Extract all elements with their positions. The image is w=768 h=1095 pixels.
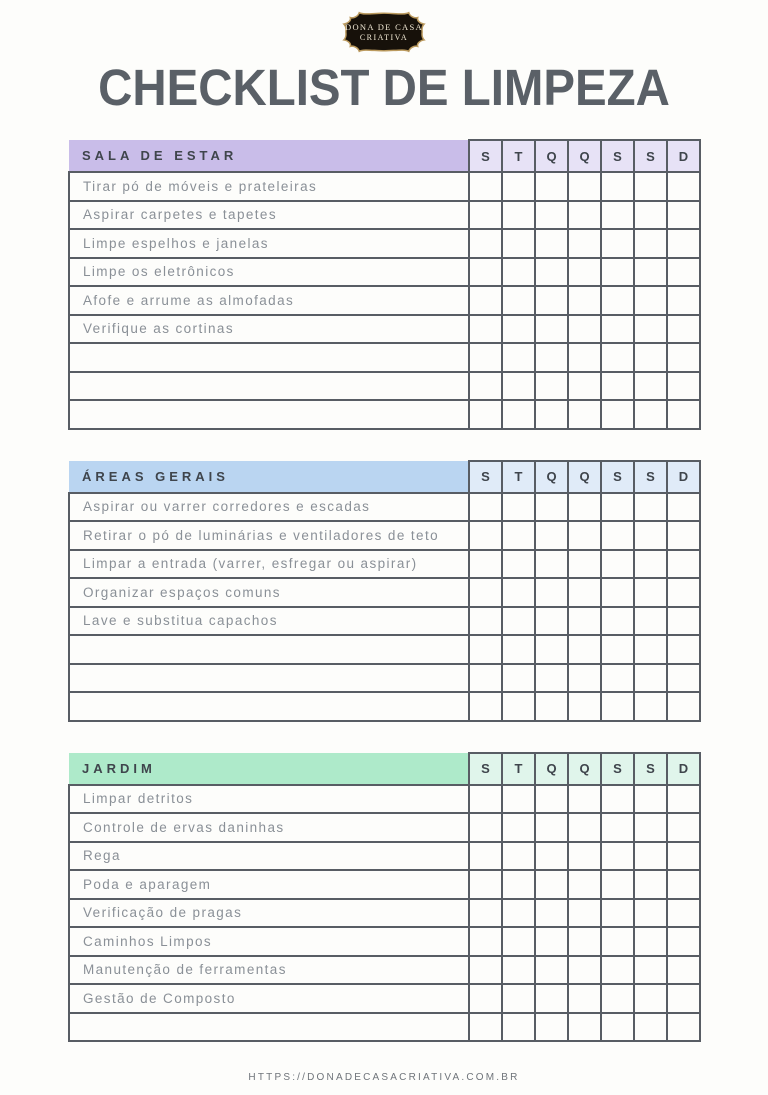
checkbox-cell — [469, 842, 502, 871]
checkbox-cell — [502, 813, 535, 842]
task-row — [69, 286, 700, 315]
checkbox-cell — [502, 956, 535, 985]
checkbox-cell — [601, 578, 634, 607]
checkbox-cell — [568, 927, 601, 956]
checkbox-cell — [568, 400, 601, 429]
checkbox-cell — [535, 229, 568, 258]
checkbox-cell — [568, 664, 601, 693]
checkbox-cell — [634, 315, 667, 344]
task-label: Gestão de Composto — [69, 984, 469, 1013]
checkbox-cell — [535, 372, 568, 401]
checkbox-cell — [634, 372, 667, 401]
footer-url: HTTPS://DONADECASACRIATIVA.COM.BR — [248, 1072, 520, 1083]
day-header-cell: S — [601, 753, 634, 785]
checkbox-cell — [667, 692, 700, 721]
checkbox-cell — [634, 1013, 667, 1042]
task-label: Aspirar ou varrer corredores e escadas — [69, 493, 469, 522]
checkbox-cell — [601, 1013, 634, 1042]
checkbox-cell — [634, 692, 667, 721]
checkbox-cell — [667, 201, 700, 230]
checkbox-cell — [535, 550, 568, 579]
checkbox-cell — [535, 343, 568, 372]
checkbox-cell — [535, 493, 568, 522]
checkbox-cell — [634, 813, 667, 842]
day-header-cell: S — [634, 461, 667, 493]
logo-line-1: DONA DE CASA — [345, 22, 423, 32]
checkbox-cell — [535, 842, 568, 871]
day-header-cell: Q — [568, 461, 601, 493]
checkbox-cell — [634, 785, 667, 814]
checkbox-cell — [535, 956, 568, 985]
checkbox-cell — [502, 578, 535, 607]
checkbox-cell — [601, 842, 634, 871]
task-label: Manutenção de ferramentas — [69, 956, 469, 985]
checkbox-cell — [667, 550, 700, 579]
checkbox-cell — [667, 172, 700, 201]
task-label: Verifique as cortinas — [69, 315, 469, 344]
section-header-row — [69, 140, 700, 172]
brand-logo — [332, 9, 436, 55]
checkbox-cell — [568, 258, 601, 287]
checkbox-cell — [667, 813, 700, 842]
checkbox-cell — [634, 229, 667, 258]
checklist-table — [68, 460, 701, 722]
task-row — [69, 493, 700, 522]
checkbox-cell — [601, 343, 634, 372]
checkbox-cell — [535, 315, 568, 344]
day-header-cell: Q — [568, 753, 601, 785]
task-row — [69, 635, 700, 664]
checkbox-cell — [568, 343, 601, 372]
task-row — [69, 692, 700, 721]
checkbox-cell — [535, 521, 568, 550]
checkbox-cell — [601, 201, 634, 230]
section-title: ÁREAS GERAIS — [69, 461, 469, 493]
task-label — [69, 692, 469, 721]
checkbox-cell — [535, 813, 568, 842]
checkbox-cell — [535, 607, 568, 636]
checkbox-cell — [469, 870, 502, 899]
checkbox-cell — [469, 927, 502, 956]
checkbox-cell — [469, 172, 502, 201]
checkbox-cell — [667, 842, 700, 871]
checkbox-cell — [601, 550, 634, 579]
task-label — [69, 664, 469, 693]
checkbox-cell — [667, 315, 700, 344]
checkbox-cell — [634, 521, 667, 550]
checkbox-cell — [667, 635, 700, 664]
task-label: Verificação de pragas — [69, 899, 469, 928]
checkbox-cell — [667, 870, 700, 899]
checkbox-cell — [667, 229, 700, 258]
checkbox-cell — [502, 201, 535, 230]
checkbox-cell — [502, 785, 535, 814]
task-label — [69, 635, 469, 664]
checkbox-cell — [502, 172, 535, 201]
task-row — [69, 607, 700, 636]
checkbox-cell — [469, 607, 502, 636]
day-header-cell: S — [634, 140, 667, 172]
checkbox-cell — [601, 521, 634, 550]
task-label: Tirar pó de móveis e prateleiras — [69, 172, 469, 201]
checkbox-cell — [502, 229, 535, 258]
checkbox-cell — [502, 400, 535, 429]
checkbox-cell — [568, 635, 601, 664]
task-row — [69, 664, 700, 693]
day-header-cell: S — [601, 140, 634, 172]
checkbox-cell — [634, 607, 667, 636]
task-label: Poda e aparagem — [69, 870, 469, 899]
checkbox-cell — [469, 493, 502, 522]
checkbox-cell — [502, 550, 535, 579]
day-header-cell: D — [667, 753, 700, 785]
task-row — [69, 956, 700, 985]
day-header-cell: S — [469, 461, 502, 493]
task-label — [69, 400, 469, 429]
checkbox-cell — [502, 258, 535, 287]
checkbox-cell — [667, 493, 700, 522]
checkbox-cell — [601, 607, 634, 636]
day-header-cell: S — [469, 140, 502, 172]
checkbox-cell — [601, 785, 634, 814]
checkbox-cell — [469, 550, 502, 579]
task-label: Retirar o pó de luminárias e ventiladores de teto — [69, 521, 469, 550]
task-label: Limpar detritos — [69, 785, 469, 814]
checkbox-cell — [634, 956, 667, 985]
checkbox-cell — [634, 493, 667, 522]
day-header-cell: D — [667, 461, 700, 493]
checkbox-cell — [634, 400, 667, 429]
checkbox-cell — [601, 870, 634, 899]
checkbox-cell — [601, 956, 634, 985]
task-label: Limpar a entrada (varrer, esfregar ou aspirar) — [69, 550, 469, 579]
checkbox-cell — [502, 692, 535, 721]
checkbox-cell — [634, 172, 667, 201]
checkbox-cell — [502, 842, 535, 871]
checkbox-cell — [601, 493, 634, 522]
task-row — [69, 315, 700, 344]
checkbox-cell — [469, 635, 502, 664]
checkbox-cell — [601, 899, 634, 928]
checklist-table — [68, 139, 701, 430]
checkbox-cell — [502, 1013, 535, 1042]
checkbox-cell — [469, 286, 502, 315]
checkbox-cell — [568, 372, 601, 401]
day-header-cell: S — [469, 753, 502, 785]
checkbox-cell — [535, 870, 568, 899]
task-label: Limpe os eletrônicos — [69, 258, 469, 287]
task-row — [69, 172, 700, 201]
checkbox-cell — [634, 842, 667, 871]
checkbox-cell — [601, 664, 634, 693]
day-header-cell: T — [502, 140, 535, 172]
task-row — [69, 372, 700, 401]
page-title: CHECKLIST DE LIMPEZA — [98, 59, 670, 116]
checkbox-cell — [502, 493, 535, 522]
checkbox-cell — [667, 664, 700, 693]
checkbox-cell — [469, 400, 502, 429]
checkbox-cell — [568, 607, 601, 636]
checkbox-cell — [667, 927, 700, 956]
task-row — [69, 785, 700, 814]
checkbox-cell — [568, 229, 601, 258]
checkbox-cell — [469, 956, 502, 985]
task-label: Organizar espaços comuns — [69, 578, 469, 607]
logo-text — [332, 9, 436, 55]
checkbox-cell — [667, 400, 700, 429]
checkbox-cell — [667, 899, 700, 928]
checkbox-cell — [667, 343, 700, 372]
checkbox-cell — [502, 521, 535, 550]
checkbox-cell — [568, 785, 601, 814]
task-row — [69, 813, 700, 842]
checkbox-cell — [469, 984, 502, 1013]
checkbox-cell — [502, 899, 535, 928]
checkbox-cell — [469, 201, 502, 230]
checkbox-cell — [502, 372, 535, 401]
checkbox-cell — [601, 400, 634, 429]
checkbox-cell — [535, 899, 568, 928]
section-title: JARDIM — [69, 753, 469, 785]
logo-line-2: CRIATIVA — [359, 33, 409, 42]
checkbox-cell — [634, 286, 667, 315]
checkbox-cell — [568, 870, 601, 899]
checkbox-cell — [535, 400, 568, 429]
checkbox-cell — [568, 521, 601, 550]
checkbox-cell — [568, 956, 601, 985]
checkbox-cell — [469, 258, 502, 287]
task-label: Caminhos Limpos — [69, 927, 469, 956]
day-header-cell: S — [634, 753, 667, 785]
task-row — [69, 870, 700, 899]
checkbox-cell — [667, 785, 700, 814]
checkbox-cell — [469, 692, 502, 721]
task-row — [69, 258, 700, 287]
checkbox-cell — [601, 315, 634, 344]
checkbox-cell — [502, 635, 535, 664]
task-label: Lave e substitua capachos — [69, 607, 469, 636]
day-header-cell: D — [667, 140, 700, 172]
day-header-cell: T — [502, 753, 535, 785]
checkbox-cell — [634, 578, 667, 607]
task-label: Aspirar carpetes e tapetes — [69, 201, 469, 230]
checkbox-cell — [535, 578, 568, 607]
checkbox-cell — [568, 692, 601, 721]
task-row — [69, 229, 700, 258]
checkbox-cell — [535, 1013, 568, 1042]
checkbox-cell — [469, 578, 502, 607]
checkbox-cell — [568, 813, 601, 842]
checkbox-cell — [469, 813, 502, 842]
task-row — [69, 400, 700, 429]
checkbox-cell — [667, 258, 700, 287]
checkbox-cell — [469, 229, 502, 258]
day-header-cell: S — [601, 461, 634, 493]
task-row — [69, 201, 700, 230]
section-title: SALA DE ESTAR — [69, 140, 469, 172]
checkbox-cell — [667, 956, 700, 985]
checkbox-cell — [568, 315, 601, 344]
checkbox-cell — [568, 286, 601, 315]
checkbox-cell — [568, 1013, 601, 1042]
checkbox-cell — [601, 172, 634, 201]
task-row — [69, 578, 700, 607]
checkbox-cell — [667, 1013, 700, 1042]
checkbox-cell — [601, 635, 634, 664]
checkbox-cell — [634, 550, 667, 579]
checkbox-cell — [469, 343, 502, 372]
checkbox-cell — [634, 927, 667, 956]
checkbox-cell — [601, 692, 634, 721]
task-row — [69, 984, 700, 1013]
checkbox-cell — [568, 201, 601, 230]
checkbox-cell — [601, 813, 634, 842]
checkbox-cell — [535, 927, 568, 956]
checkbox-cell — [634, 899, 667, 928]
checkbox-cell — [667, 521, 700, 550]
day-header-cell: Q — [535, 140, 568, 172]
checkbox-cell — [601, 258, 634, 287]
checklist-table — [68, 752, 701, 1043]
checkbox-cell — [535, 201, 568, 230]
checkbox-cell — [601, 229, 634, 258]
day-header-cell: Q — [535, 753, 568, 785]
task-label: Rega — [69, 842, 469, 871]
checkbox-cell — [535, 258, 568, 287]
task-row — [69, 343, 700, 372]
checkbox-cell — [634, 258, 667, 287]
checkbox-cell — [502, 984, 535, 1013]
checkbox-cell — [469, 372, 502, 401]
task-row — [69, 521, 700, 550]
checkbox-cell — [667, 372, 700, 401]
checkbox-cell — [568, 899, 601, 928]
checkbox-cell — [502, 286, 535, 315]
section-header-row — [69, 753, 700, 785]
checkbox-cell — [502, 315, 535, 344]
page — [0, 9, 768, 1095]
checkbox-cell — [469, 315, 502, 344]
checkbox-cell — [667, 607, 700, 636]
checkbox-cell — [568, 578, 601, 607]
task-label — [69, 1013, 469, 1042]
checkbox-cell — [667, 286, 700, 315]
checkbox-cell — [634, 635, 667, 664]
checkbox-cell — [667, 578, 700, 607]
checkbox-cell — [601, 286, 634, 315]
checkbox-cell — [502, 343, 535, 372]
checkbox-cell — [634, 201, 667, 230]
checkbox-cell — [634, 343, 667, 372]
sections — [68, 139, 701, 1042]
task-label — [69, 372, 469, 401]
task-row — [69, 899, 700, 928]
checkbox-cell — [535, 664, 568, 693]
checkbox-cell — [469, 899, 502, 928]
checkbox-cell — [469, 521, 502, 550]
checkbox-cell — [535, 984, 568, 1013]
task-label: Limpe espelhos e janelas — [69, 229, 469, 258]
day-header-cell: Q — [535, 461, 568, 493]
day-header-cell: T — [502, 461, 535, 493]
checkbox-cell — [469, 664, 502, 693]
checkbox-cell — [535, 692, 568, 721]
checkbox-cell — [535, 172, 568, 201]
checkbox-cell — [568, 984, 601, 1013]
checkbox-cell — [634, 984, 667, 1013]
checkbox-cell — [535, 785, 568, 814]
checkbox-cell — [568, 172, 601, 201]
task-label: Controle de ervas daninhas — [69, 813, 469, 842]
checkbox-cell — [601, 927, 634, 956]
checkbox-cell — [469, 1013, 502, 1042]
task-row — [69, 550, 700, 579]
checkbox-cell — [502, 664, 535, 693]
checkbox-cell — [568, 842, 601, 871]
task-label: Afofe e arrume as almofadas — [69, 286, 469, 315]
checkbox-cell — [568, 550, 601, 579]
checkbox-cell — [601, 372, 634, 401]
checkbox-cell — [634, 870, 667, 899]
checkbox-cell — [535, 635, 568, 664]
task-row — [69, 927, 700, 956]
day-header-cell: Q — [568, 140, 601, 172]
checkbox-cell — [469, 785, 502, 814]
checkbox-cell — [502, 607, 535, 636]
checkbox-cell — [601, 984, 634, 1013]
checkbox-cell — [667, 984, 700, 1013]
checkbox-cell — [502, 870, 535, 899]
checkbox-cell — [568, 493, 601, 522]
checkbox-cell — [535, 286, 568, 315]
checkbox-cell — [502, 927, 535, 956]
checkbox-cell — [634, 664, 667, 693]
task-label — [69, 343, 469, 372]
task-row — [69, 842, 700, 871]
section-header-row — [69, 461, 700, 493]
task-row — [69, 1013, 700, 1042]
